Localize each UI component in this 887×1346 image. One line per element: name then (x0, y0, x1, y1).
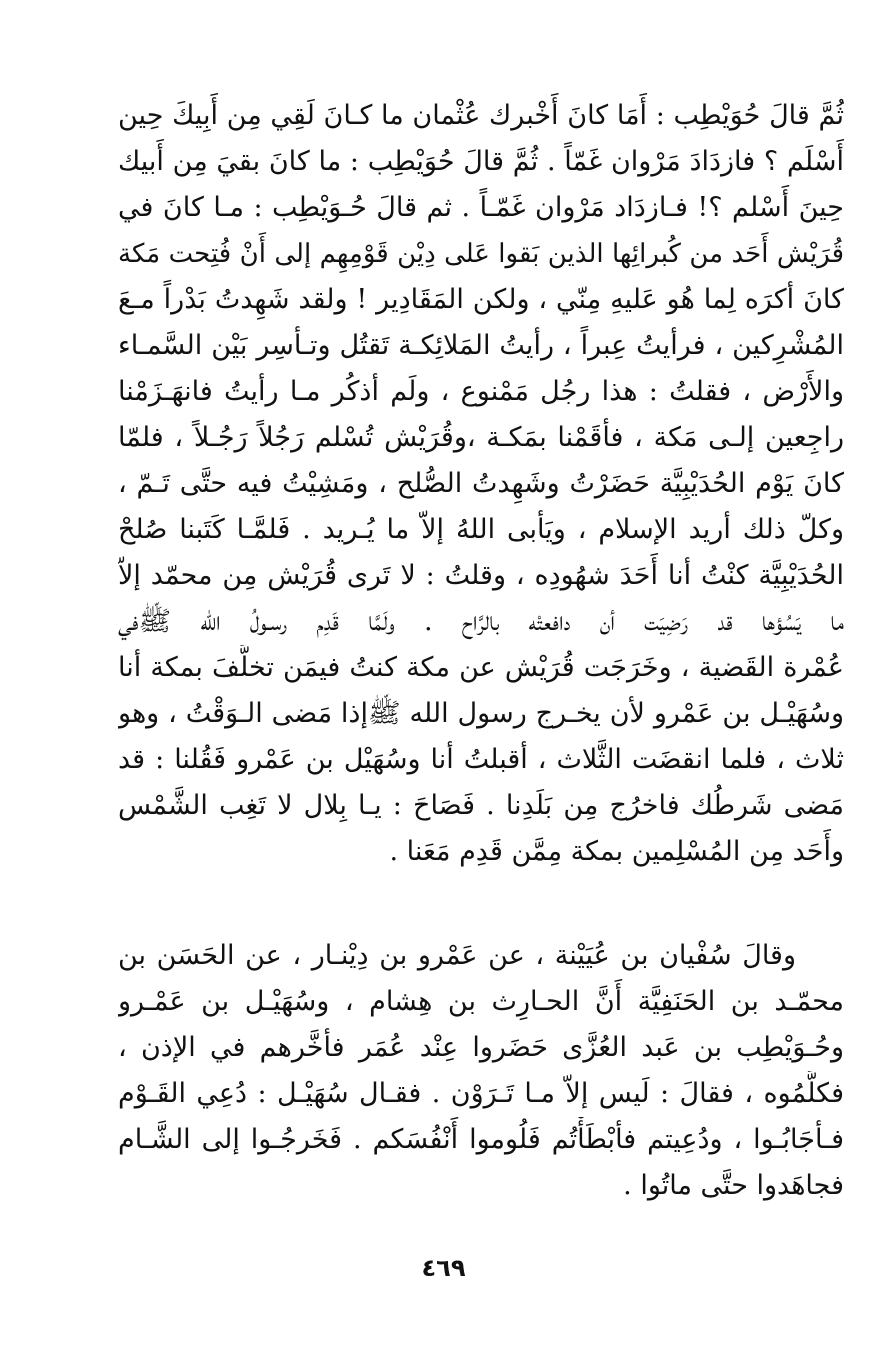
text-line: المُشْرِكين ، فرأيتُ عِبراً ، رأيتُ المَلائِكـة تَقتُل وتـأسِر بَيْن السَّمـاء (118, 330, 844, 361)
page-number: ٤٦٩ (421, 1254, 466, 1282)
text-line: الحُدَيْبِيَّة كنْتُ أنا أَحَدَ شهُودِه ، وقلتُ : لا تَرى قُرَيْش مِن محمّد إلاّ (118, 560, 844, 591)
text-line: والأَرْض ، فقلتُ : هذا رجُل مَمْنوع ، ولَم أذكُر مـا رأيتُ فانهَـزَمْنا (118, 376, 844, 407)
text-line: عُمْرة القَضية ، وخَرَجَت قُرَيْش عن مكة كنتُ فيمَن تخلَّفَ بمكة أنا (118, 652, 844, 683)
text-line: حِينَ أَسْلم ؟! فـازدَاد مَرْوان غَمّـاً . ثم قالَ حُـوَيْطِب : مـا كانَ في (118, 192, 844, 223)
text-line: كانَ يَوْم الحُدَيْبِيَّة حَضَرْتُ وشَهِدتُ الصُّلح ، ومَشِيْتُ فيه حتَّى تَـمّ ، (118, 468, 844, 499)
text-line: فكلَّمُوه ، فقالَ : لَيس إلاّ مـا تَـرَوْن . فقـال سُهَيْـل : دُعِي القَـوْم (118, 1078, 844, 1109)
text-line: أَسْلَم ؟ فازدَادَ مَرْوان غَمّاً . ثُمَّ قالَ حُوَيْطِب : ما كانَ بقيَ مِن أَبيك (118, 146, 844, 177)
text-line: وحُـوَيْطِب بن عَبد العُزَّى حَضَروا عِنْد عُمَر فأخَّرهم في الإذن ، (118, 1032, 844, 1063)
text-line-last: فجاهَدوا حتَّى ماتُوا . (623, 1170, 844, 1201)
text-line: كانَ أكرَه لِما هُو عَليهِ مِنّي ، ولكن المَقَادِير ! ولقد شَهِدتُ بَدْراً مـعَ (118, 284, 844, 315)
text-line: ما يَسُؤها قد رَضِيَت أن دافعتْه بالرَّاح . ولَمَّا قَدِم رسـولُ الله ﷺفي (118, 606, 844, 637)
text-line-last: وأَحَد مِن المُسْلِمين بمكة مِمَّن قَدِم مَعَنا . (389, 836, 844, 867)
text-line: فـأجَابُـوا ، ودُعِيتم فأبْطَأْتُم فَلُوموا أَنْفُسَكم . فَخَرجُـوا إلى الشَّـام (118, 1124, 844, 1155)
text-line: مَضى شَرطُك فاخرُج مِن بَلَدِنا . فَصَاحَ : يـا بِلال لا تَغِب الشَّمْس (118, 790, 844, 821)
text-line: ثُمَّ قالَ حُوَيْطِب : أَمَا كانَ أَخْبرك عُثْمان ما كـانَ لَقِي مِن أَبِيكَ حِين (118, 100, 844, 131)
text-line: محمّـد بن الحَنَفِيَّة أَنَّ الحـارِث بن هِشام ، وسُهَيْـل بن عَمْـرو (118, 986, 844, 1017)
text-line: راجِعين إلـى مَكة ، فأقَمْنا بمَكـة ،وقُرَيْش تُسْلم رَجُلاً رَجُـلاً ، فلمّا (118, 422, 844, 453)
text-line: وسُهَيْـل بن عَمْرو لأن يخـرج رسول الله ﷺإذا مَضى الـوَقْتُ ، وهو (118, 698, 844, 729)
paragraph-2 (118, 933, 844, 1209)
text-line: قُرَيْش أَحَد من كُبرائِها الذين بَقوا عَلى دِيْن قَوْمِهِم إلى أَنْ فُتِحت مَكة (118, 239, 844, 269)
text-line-indented: وقالَ سُفْيان بن عُيَيْنة ، عن عَمْرو بن دِيْنـار ، عن الحَسَن بن (118, 940, 796, 971)
text-line: ثلاث ، فلما انقضَت الثَّلاث ، أقبلتُ أنا وسُهَيْل بن عَمْرو فَقُلنا : قد (118, 744, 844, 775)
text-line: وكلّ ذلك أريد الإسلام ، ويَأبى اللهُ إلاّ ما يُـريد . فَلمَّـا كَتَبنا صُلحْ (118, 514, 844, 545)
paragraph-1 (118, 93, 844, 875)
